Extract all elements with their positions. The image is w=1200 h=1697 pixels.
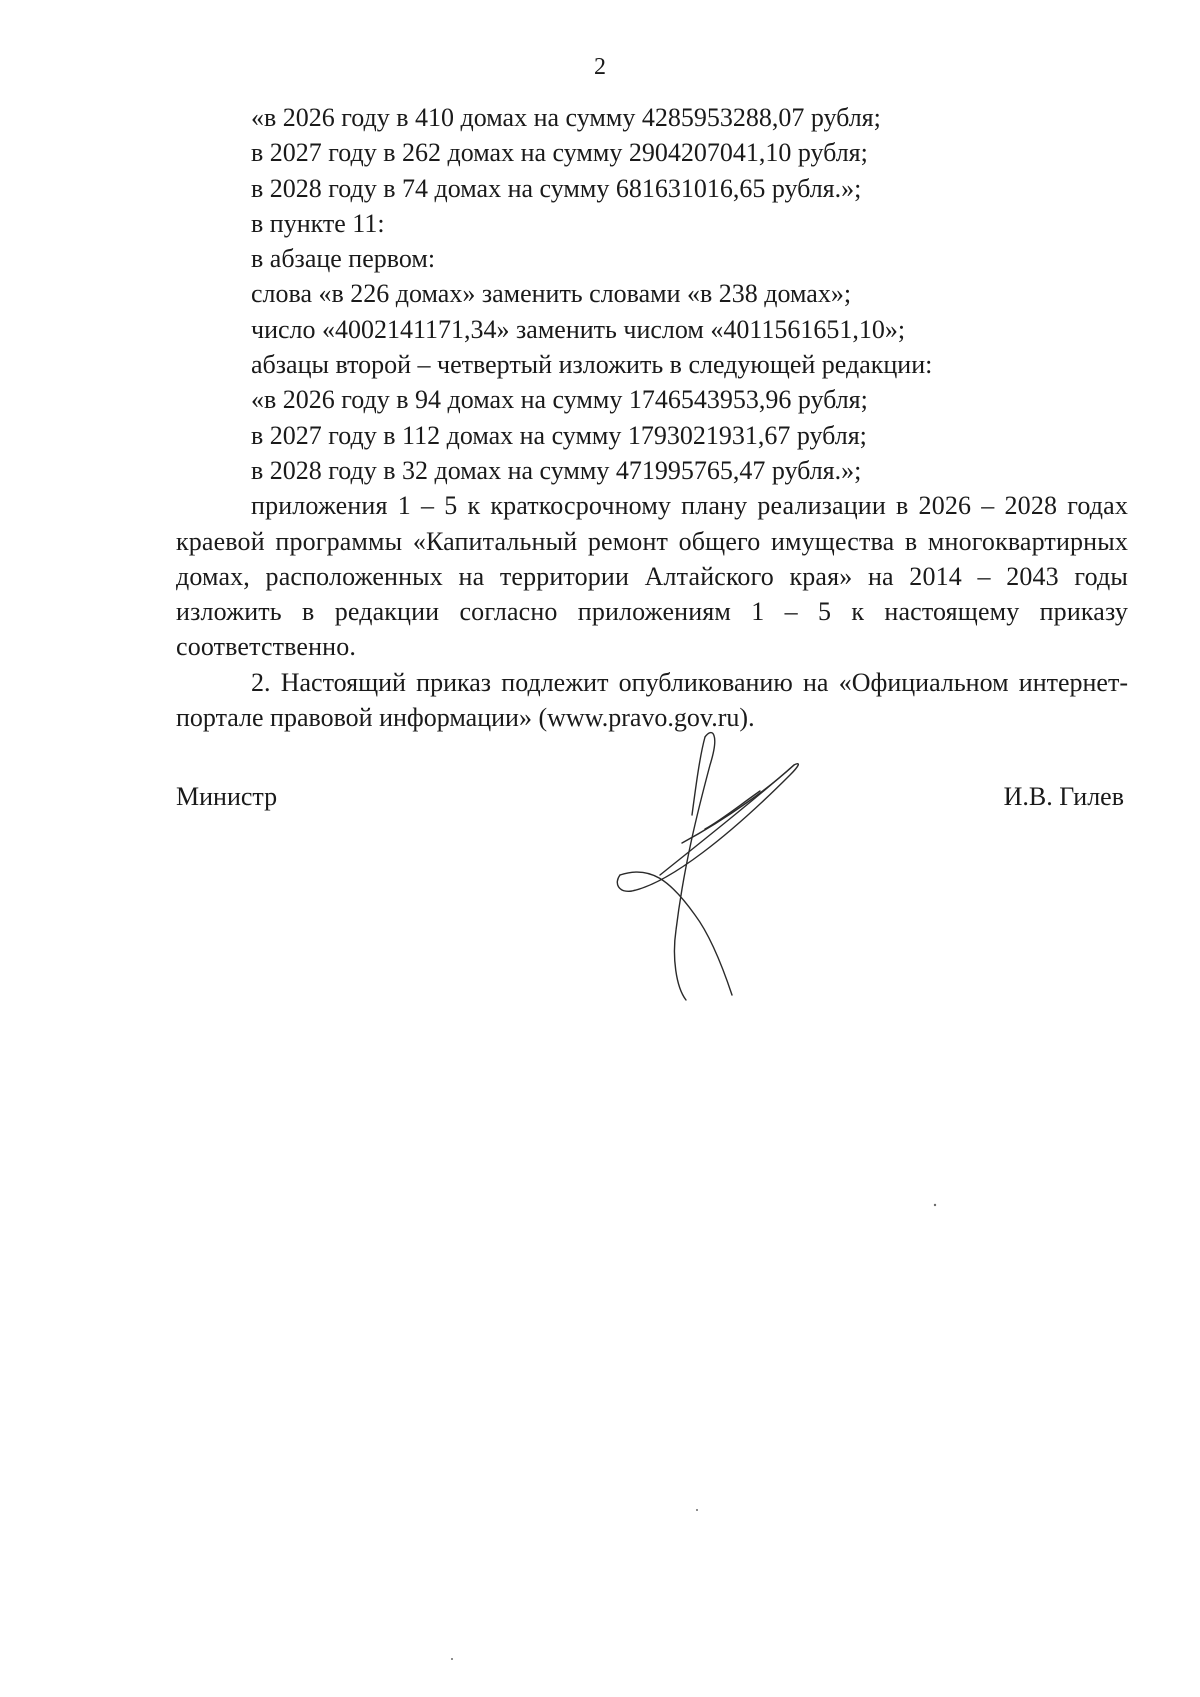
appendix-paragraph: приложения 1 – 5 к краткосрочному плану реализации в 2026 – 2028 годах краевой программы «Капитальный ремонт общего имущества в многоквартирных домах, расположенных на территории Алтайского края» на 2014 – 2043 годы изложить в редакции согласно приложениям 1 – 5 к настоящему приказу соответственно. (176, 491, 1128, 662)
publication-paragraph: 2. Настоящий приказ подлежит опубликованию на «Официальном интернет-портале правовой информации» (www.pravo.gov.ru). (176, 667, 1128, 733)
text-line: «в 2026 году в 94 домах на сумму 1746543953,96 рубля; (251, 385, 868, 415)
text-line: «в 2026 году в 410 домах на сумму 4285953288,07 рубля; (251, 103, 881, 132)
text-line: в 2028 году в 74 домах на сумму 681631016,65 рубля.»; (251, 173, 862, 203)
text-line: в 2028 году в 32 домах на сумму 471995765,47 рубля.»; (251, 455, 862, 485)
text-line: в 2027 году в 262 домах на сумму 2904207041,10 рубля; (251, 138, 868, 168)
text-line: в абзаце первом: (251, 244, 436, 274)
text-line: слова «в 226 домах» заменить словами «в 238 домах»; (251, 279, 852, 309)
text-line: в 2027 году в 112 домах на сумму 1793021931,67 рубля; (251, 420, 867, 450)
text-line: абзацы второй – четвертый изложить в следующей редакции: (251, 350, 933, 380)
signatory-title: Министр (176, 782, 278, 811)
signatory-name: И.В. Гилев (1003, 782, 1124, 811)
text-line: число «4002141171,34» заменить числом «4011561651,10»; (251, 314, 906, 344)
page-number: 2 (594, 54, 606, 80)
text-line: в пункте 11: (251, 208, 385, 238)
